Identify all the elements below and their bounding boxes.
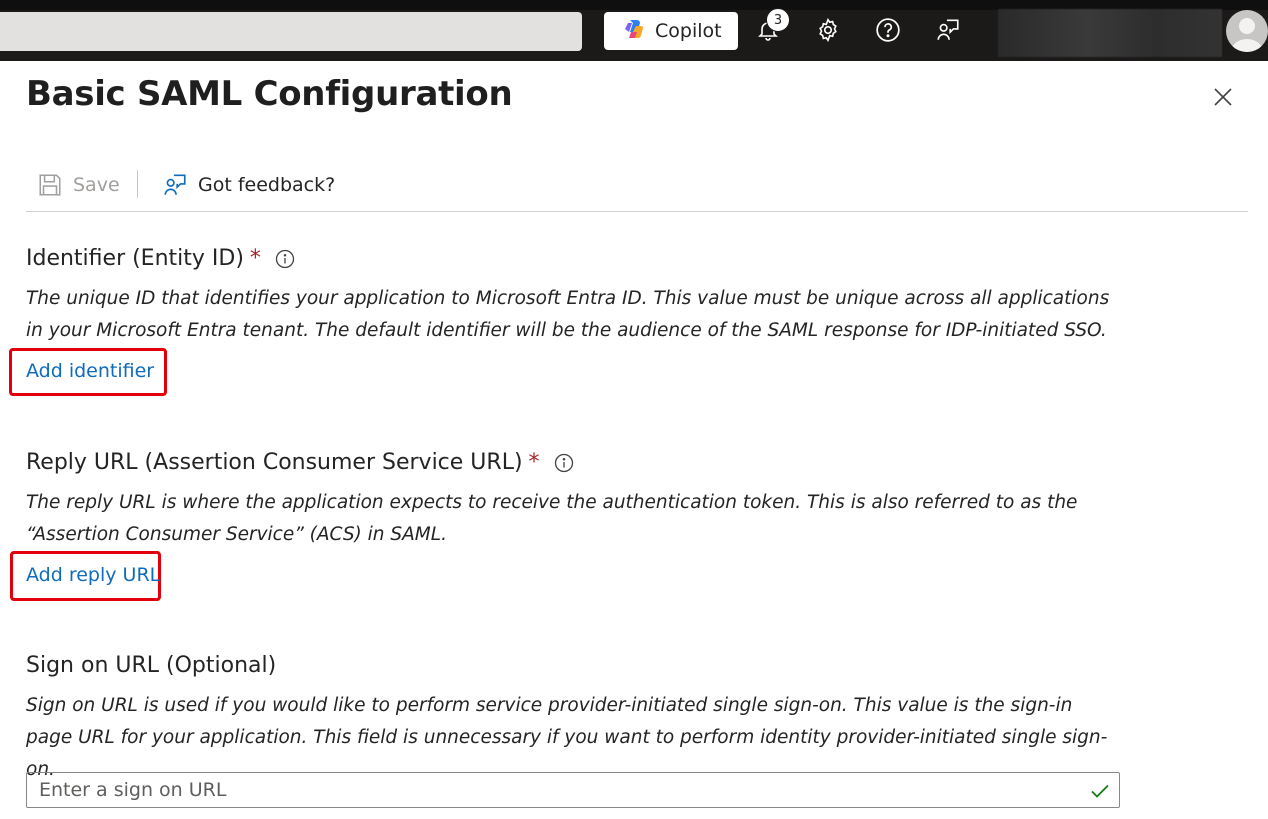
settings-button[interactable] — [812, 14, 844, 46]
sign-on-url-title: Sign on URL (Optional) — [26, 653, 277, 678]
reply-url-description: The reply URL is where the application expects to receive the authentication token. This is also referred to as the “Assertion Consumer Service” (ACS) in SAML. — [26, 492, 1078, 545]
reply-url-title: Reply URL (Assertion Consumer Service URL) — [26, 450, 523, 475]
page-title: Basic SAML Configuration — [26, 74, 513, 114]
close-button[interactable] — [1208, 82, 1238, 112]
account-name-blurred[interactable] — [998, 9, 1222, 57]
sign-on-url-input[interactable] — [39, 779, 1069, 801]
got-feedback-label: Got feedback? — [198, 174, 336, 196]
save-label: Save — [73, 174, 120, 196]
info-icon[interactable] — [275, 249, 295, 269]
sign-on-url-field[interactable] — [26, 772, 1120, 808]
reply-url-section-title — [26, 450, 574, 475]
feedback-icon — [162, 172, 188, 198]
identifier-title: Identifier (Entity ID) — [26, 246, 244, 271]
required-mark: * — [528, 450, 540, 475]
command-bar — [26, 162, 1248, 212]
got-feedback-button[interactable] — [162, 172, 335, 198]
sign-on-url-description: Sign on URL is used if you would like to perform service provider-initiated single sign-on. This value is the sign-in page URL for your application. This field is unnecessary if you want to perform identity provider-initiated single sign-on. — [26, 695, 1108, 780]
avatar[interactable] — [1226, 10, 1268, 52]
sign-on-url-section-title — [26, 653, 276, 678]
help-icon — [875, 17, 901, 43]
identifier-description: The unique ID that identifies your application to Microsoft Entra ID. This value must be unique across all applications in your Microsoft Entra tenant. The default identifier will be the audience of the SAML response for IDP-initiated SSO. — [26, 288, 1110, 341]
checkmark-icon — [1089, 780, 1111, 802]
info-icon[interactable] — [554, 453, 574, 473]
help-button[interactable] — [872, 14, 904, 46]
feedback-icon — [935, 17, 961, 43]
add-reply-url-link[interactable]: Add reply URL — [26, 564, 161, 586]
copilot-button[interactable] — [604, 12, 738, 50]
identifier-section-title — [26, 246, 295, 271]
save-icon — [37, 172, 63, 198]
top-bar — [0, 0, 1268, 61]
copilot-icon — [622, 17, 646, 45]
required-mark: * — [249, 246, 261, 271]
save-button[interactable] — [37, 172, 120, 198]
close-icon — [1213, 87, 1233, 107]
gear-icon — [815, 17, 841, 43]
notification-count-badge: 3 — [766, 8, 790, 32]
feedback-topbar-button[interactable] — [932, 14, 964, 46]
copilot-label: Copilot — [655, 20, 722, 42]
person-icon — [1226, 10, 1268, 52]
global-search-box[interactable] — [0, 12, 582, 51]
toolbar-divider — [137, 170, 138, 198]
add-identifier-link[interactable]: Add identifier — [26, 360, 155, 382]
